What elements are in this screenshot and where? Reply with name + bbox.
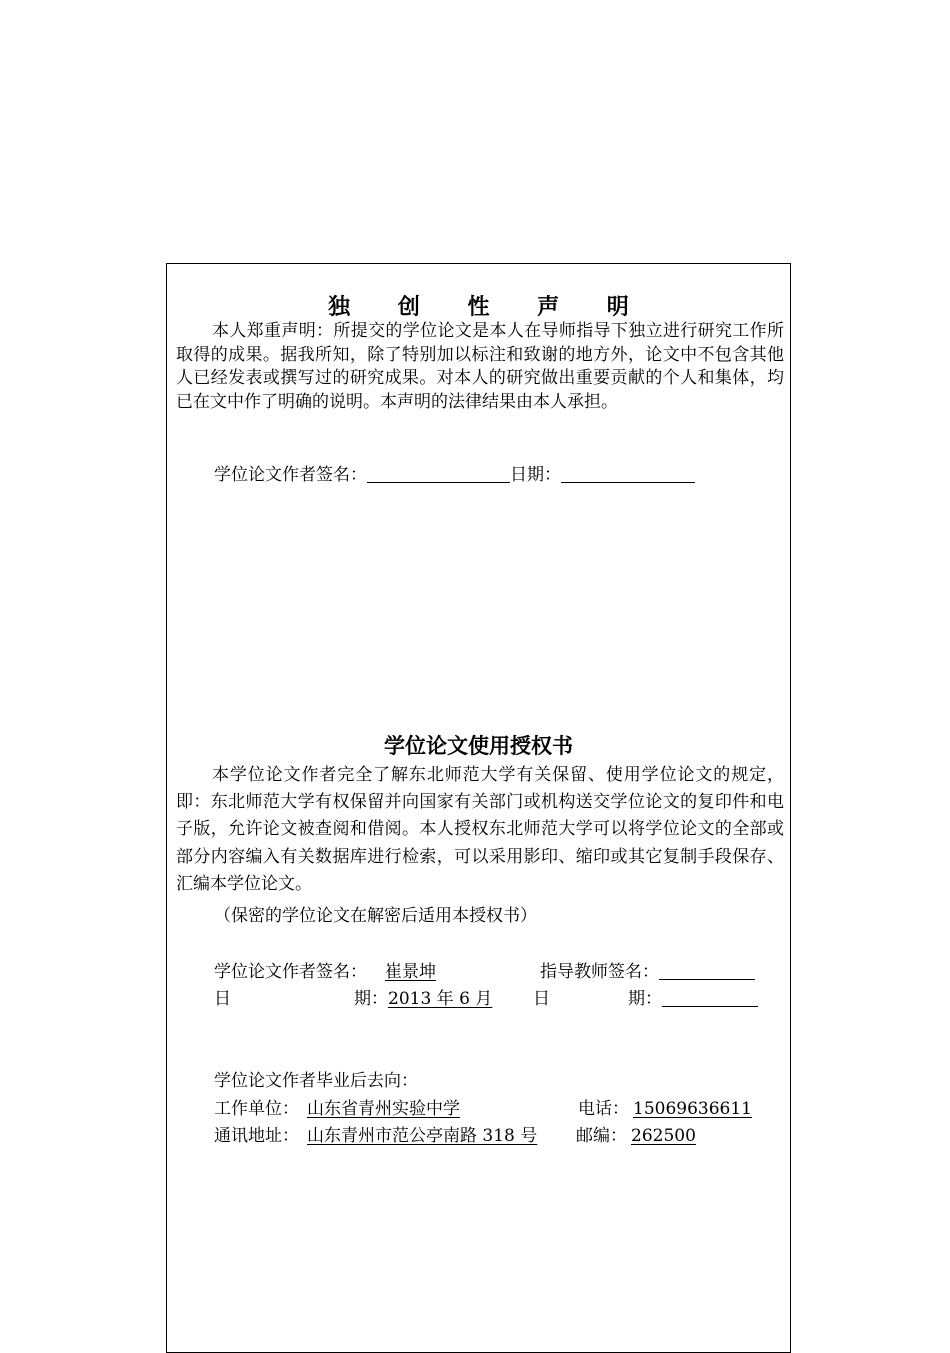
document-frame <box>166 263 791 1353</box>
author-date-value: 2013 年 6 月 <box>388 989 493 1009</box>
declaration-body: 本人郑重声明：所提交的学位论文是本人在导师指导下独立进行研究工作所取得的成果。据我所知，除了特别加以标注和致谢的地方外，论文中不包含其他人已经发表或撰写过的研究成果。对本人的研究做出重要贡献的个人和集体，均已在文中作了明确的说明。本声明的法律结果由本人承担。 <box>176 321 784 412</box>
signature-blank <box>367 465 510 483</box>
advisor-date-row <box>628 984 758 1009</box>
work-unit-value: 山东省青州实验中学 <box>307 1099 460 1119</box>
postcode-label: 邮编： <box>576 1126 627 1146</box>
authorization-title: 学位论文使用授权书 <box>384 734 573 758</box>
graduation-heading: 学位论文作者毕业后去向： <box>214 1071 418 1091</box>
date-label-right-1: 日 <box>533 989 550 1009</box>
postcode-value: 262500 <box>631 1126 696 1146</box>
author-signature-label: 学位论文作者签名： <box>214 962 367 982</box>
phone-row <box>578 1094 756 1119</box>
declaration-title: 独 创 性 声 明 <box>328 294 649 320</box>
date-label: 日期： <box>510 465 561 485</box>
postcode-row <box>576 1121 700 1146</box>
author-signature-row <box>214 957 493 982</box>
address-label: 通讯地址： <box>214 1126 299 1146</box>
advisor-signature-blank <box>659 962 755 980</box>
date-label-left-1: 日 <box>214 989 231 1009</box>
authorization-body: 本学位论文作者完全了解东北师范大学有关保留、使用学位论文的规定，即：东北师范大学有权保留并向国家有关部门或机构送交学位论文的复印件和电子版，允许论文被查阅和借阅。本人授权东北师范大学可以将学位论文的全部或部分内容编入有关数据库进行检索，可以采用影印、缩印或其它复制手段保存、汇编本学位论文。 <box>176 765 784 894</box>
phone-label: 电话： <box>578 1099 629 1119</box>
date-blank <box>561 465 695 483</box>
author-date-row <box>354 984 492 1009</box>
advisor-date-blank <box>662 989 758 1007</box>
work-unit-row <box>214 1094 468 1119</box>
work-unit-label: 工作单位： <box>214 1099 299 1119</box>
advisor-signature-label: 指导教师签名： <box>540 962 659 982</box>
signature-label: 学位论文作者签名： <box>214 465 367 485</box>
date-label-left-2: 期： <box>354 989 388 1009</box>
phone-value: 15069636611 <box>633 1099 752 1119</box>
address-row <box>214 1121 537 1146</box>
confidential-note: （保密的学位论文在解密后适用本授权书） <box>214 906 537 926</box>
declaration-signature-row <box>214 460 695 485</box>
author-signature-value: 崔景坤 <box>385 962 436 982</box>
advisor-signature-row <box>540 957 755 982</box>
date-label-right-2: 期： <box>628 989 662 1009</box>
address-value: 山东青州市范公亭南路 318 号 <box>307 1126 538 1146</box>
